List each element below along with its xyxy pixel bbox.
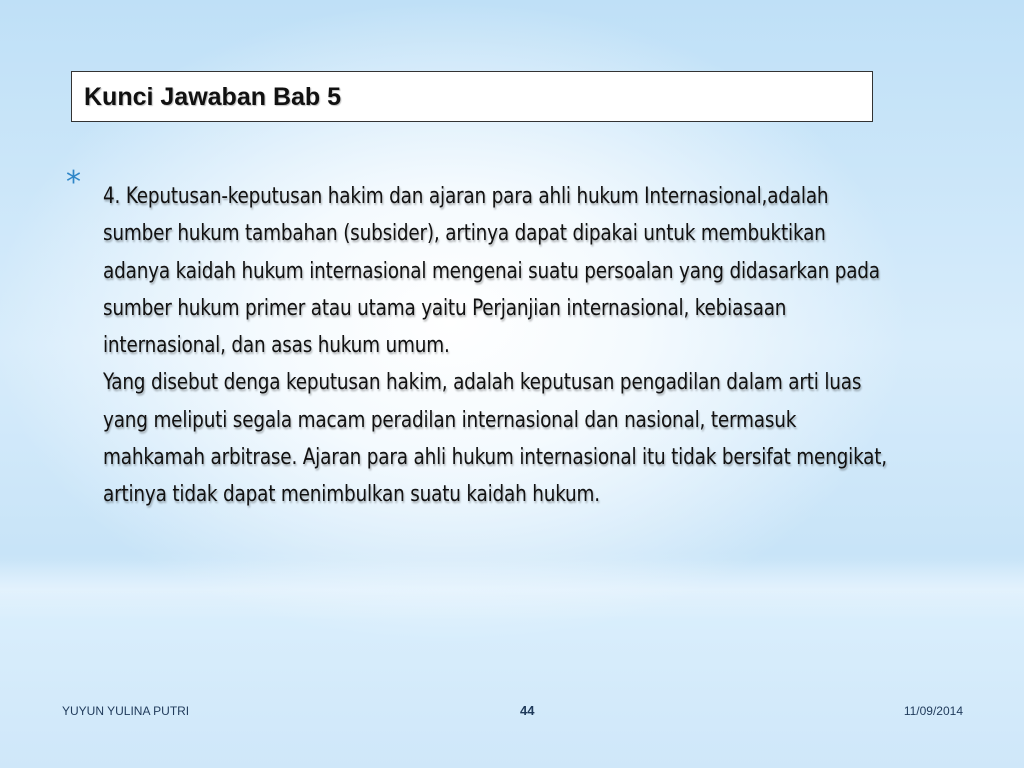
background-glow-band — [0, 560, 1024, 620]
paragraph-2: Yang disebut denga keputusan hakim, adalah keputusan pengadilan dalam arti luas yang meliputi segala macam peradilan internasional dan nasional, termasuk mahkamah arbitrase. Ajaran para ahli hukum internasional itu tidak bersifat mengikat, artinya tidak dapat menimbulkan suatu kaidah hukum. — [103, 370, 887, 508]
paragraph-1: 4. Keputusan-keputusan hakim dan ajaran para ahli hukum Internasional,adalah sumber hukum tambahan (subsider), artinya dapat dipakai untuk membuktikan adanya kaidah hukum internasional mengenai suatu persoalan yang didasarkan pada sumber hukum primer atau utama yaitu Perjanjian internasional, kebiasaan internasional, dan asas hukum umum. — [103, 184, 880, 359]
footer-page-number: 44 — [520, 703, 535, 718]
title-box — [71, 71, 873, 122]
bullet-asterisk-icon: * — [66, 165, 81, 200]
slide-body — [103, 178, 894, 514]
footer-author: YUYUN YULINA PUTRI — [62, 704, 190, 718]
footer-date: 11/09/2014 — [903, 704, 963, 718]
slide-title: Kunci Jawaban Bab 5 — [84, 83, 342, 111]
